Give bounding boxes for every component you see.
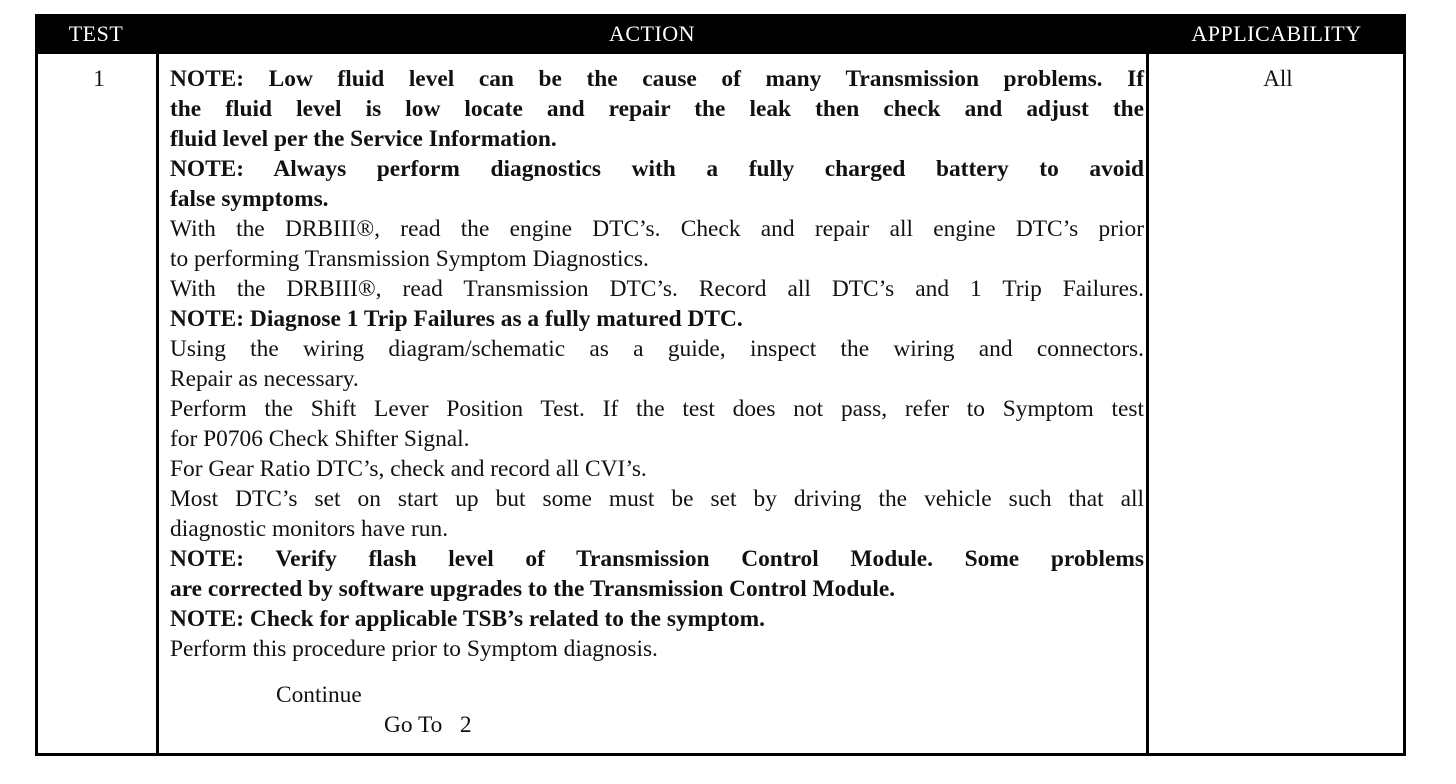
test-number: 1 <box>93 66 105 91</box>
action-text-line: to performing Transmission Symptom Diagnostics. <box>170 246 649 272</box>
column-header-applicability: APPLICABILITY <box>1191 21 1362 46</box>
action-text-line: With the DRBIII®, read the engine DTC’s. Check and repair all engine DTC’s prior <box>170 216 1144 242</box>
column-divider <box>156 54 159 753</box>
action-note-line: are corrected by software upgrades to the Transmission Control Module. <box>170 576 896 602</box>
table-header <box>35 14 1406 54</box>
action-note-line: false symptoms. <box>170 186 329 212</box>
diagnostic-test-table <box>35 14 1406 756</box>
action-note-line: the fluid level is low locate and repair the leak then check and adjust the <box>170 96 1144 122</box>
column-header-test: TEST <box>68 21 124 46</box>
action-text-line: With the DRBIII®, read Transmission DTC’s. Record all DTC’s and 1 Trip Failures. <box>170 276 1144 302</box>
action-note-line: NOTE: Verify flash level of Transmission Control Module. Some problems <box>170 546 1144 572</box>
action-note-line: NOTE: Check for applicable TSB’s related to the symptom. <box>170 606 765 632</box>
goto-step-link[interactable]: Go To 2 <box>384 712 472 738</box>
continue-label: Continue <box>276 682 362 708</box>
action-note-line: NOTE: Low fluid level can be the cause of many Transmission problems. If <box>170 66 1144 92</box>
action-cell <box>170 64 1144 664</box>
action-text-line: Repair as necessary. <box>170 366 359 392</box>
column-header-action: ACTION <box>608 21 696 46</box>
action-text-line: Perform this procedure prior to Symptom diagnosis. <box>170 636 658 662</box>
action-text-line: For Gear Ratio DTC’s, check and record all CVI’s. <box>170 456 647 482</box>
applicability-value: All <box>1263 66 1293 91</box>
action-note-line: fluid level per the Service Information. <box>170 126 557 152</box>
action-text-line: Perform the Shift Lever Position Test. If the test does not pass, refer to Symptom test <box>170 396 1144 422</box>
action-note-line: NOTE: Always perform diagnostics with a fully charged battery to avoid <box>170 156 1144 182</box>
action-text-line: diagnostic monitors have run. <box>170 516 449 542</box>
action-note-line: NOTE: Diagnose 1 Trip Failures as a fully matured DTC. <box>170 306 743 332</box>
action-text-line: for P0706 Check Shifter Signal. <box>170 426 470 452</box>
column-divider <box>1146 54 1149 753</box>
action-text-line: Most DTC’s set on start up but some must be set by driving the vehicle such that all <box>170 486 1144 512</box>
action-text-line: Using the wiring diagram/schematic as a guide, inspect the wiring and connectors. <box>170 336 1144 362</box>
